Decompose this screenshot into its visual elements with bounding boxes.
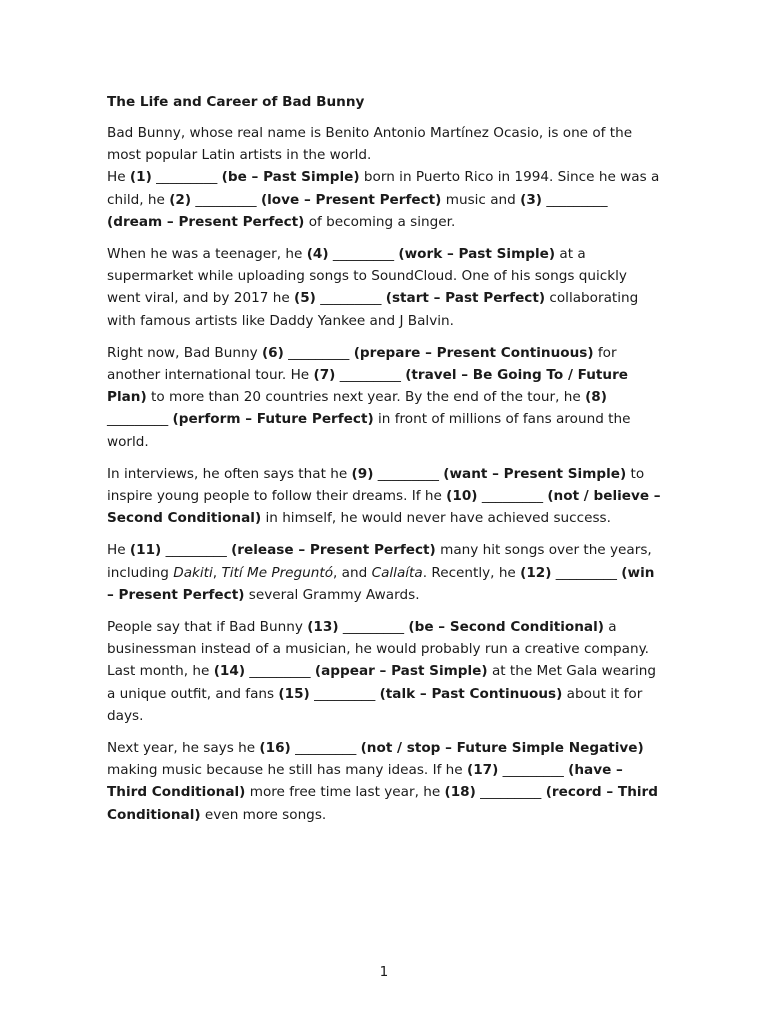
text-run: born in Puerto Rico in 1994. Since he was a child, he [107,169,660,208]
text-run: Bad Bunny, whose real name is Benito Antonio Martínez Ocasio, is one of the most popular Latin artists in the world. [107,125,633,164]
paragraph [107,616,663,727]
text-run: _________ [107,411,173,428]
text-run: music and [441,191,521,208]
text-run: several Grammy Awards. [244,586,420,603]
text-run: . Recently, he [422,564,521,581]
paragraph [107,342,663,453]
bold-text: (not / believe – Second Conditional) [107,488,661,527]
text-run: People say that if Bad Bunny [107,619,308,636]
text-run: even more songs. [200,806,327,823]
italic-text: Tití Me Preguntó [221,564,334,581]
text-run: about it for days. [107,685,643,724]
text-run: He [107,169,130,186]
bold-text: (15) [278,685,310,702]
text-run: _________ [191,191,261,208]
text-run: to inspire young people to follow their dreams. If he [107,465,645,505]
bold-text: (16) [259,740,291,757]
bold-text: (17) [466,762,499,779]
bold-text: (8) [585,389,607,406]
bold-text: (dream – Present Perfect) [107,213,305,230]
bold-text: (12) [520,564,552,581]
bold-text: (be – Second Conditional) [408,619,604,636]
document-title: The Life and Career of Bad Bunny [107,94,365,110]
paragraph [107,539,663,606]
bold-text: (14) [213,663,246,680]
bold-text: (2) [169,191,192,208]
bold-text: (release – Present Perfect) [231,542,436,559]
bold-text: (1) [129,169,152,186]
page-number: 1 [379,964,389,980]
bold-text: (10) [446,488,478,505]
bold-text: (appear – Past Simple) [314,663,488,680]
text-run: _________ [335,367,406,384]
text-run: _________ [373,465,444,482]
text-run: _________ [338,619,409,636]
bold-text: (want – Present Simple) [443,465,627,482]
bold-text: (6) [261,344,284,361]
bold-text: (start – Past Perfect) [385,290,546,307]
text-run: at a supermarket while uploading songs to SoundCloud. One of his songs quickly went viral, and by 2017 he [107,246,627,307]
text-run: _________ [328,246,399,263]
text-run: making music because he still has many ideas. If he [107,762,467,779]
bold-text: (18) [444,784,476,801]
text-run: a businessman instead of a musician, he would probably run a creative company. Last month, he [107,619,649,680]
text-run: in himself, he would never have achieved success. [261,510,611,527]
bold-text: (perform – Future Perfect) [172,411,374,428]
italic-text: Callaíta [371,564,423,581]
text-run: to more than 20 countries next year. By the end of the tour, he [146,389,586,406]
text-run: _________ [283,344,354,361]
text-run: _________ [315,290,386,307]
paragraph [107,122,663,233]
paragraph [107,243,663,332]
bold-text: (talk – Past Continuous) [379,685,563,702]
italic-text: Dakiti [173,564,213,581]
bold-text: (be – Past Simple) [221,169,360,186]
bold-text: (travel – Be Going To / Future Plan) [107,367,629,406]
text-run: many hit songs over the years, including [107,542,652,581]
text-run: _________ [161,542,232,559]
bold-text: (not / stop – Future Simple Negative) [360,740,644,757]
bold-text: (7) [313,367,336,384]
bold-text: (prepare – Present Continuous) [353,344,594,361]
bold-text: (love – Present Perfect) [260,191,442,208]
text-run: collaborating with famous artists like Daddy Yankee and J Balvin. [107,290,639,329]
bold-text: (9) [351,465,374,482]
text-run: He [107,542,130,559]
bold-text: (win – Present Perfect) [107,564,655,603]
paragraph [107,737,663,826]
bold-text: (have – Third Conditional) [107,762,623,801]
text-run: of becoming a singer. [304,213,456,230]
text-run: in front of millions of fans around the world. [107,411,631,450]
text-run: In interviews, he often says that he [107,465,352,482]
paragraph [107,463,663,530]
bold-text: (record – Third Conditional) [107,784,658,823]
text-run: , [212,564,222,581]
text-run: _________ [477,488,548,505]
text-run: at the Met Gala wearing a unique outfit, and fans [107,663,657,702]
text-run: _________ [290,740,361,757]
text-run: _________ [245,663,315,680]
bold-text: (11) [129,542,162,559]
document-body [107,92,663,836]
text-run: , and [333,564,372,581]
text-run: Next year, he says he [107,740,260,757]
text-run: _________ [151,169,222,186]
bold-text: (work – Past Simple) [398,246,556,263]
text-run: _________ [551,564,622,581]
text-run: for another international tour. He [107,344,617,384]
bold-text: (13) [307,619,339,636]
text-run: _________ [542,191,608,208]
bold-text: (4) [306,246,329,263]
text-run: _________ [475,784,546,801]
text-run: _________ [309,685,380,702]
paragraph-list [107,122,663,826]
text-run: _________ [498,762,569,779]
text-run: Right now, Bad Bunny [107,344,262,361]
bold-text: (3) [520,191,543,208]
bold-text: (5) [294,290,316,307]
text-run: more free time last year, he [245,784,445,801]
text-run: When he was a teenager, he [107,246,307,263]
